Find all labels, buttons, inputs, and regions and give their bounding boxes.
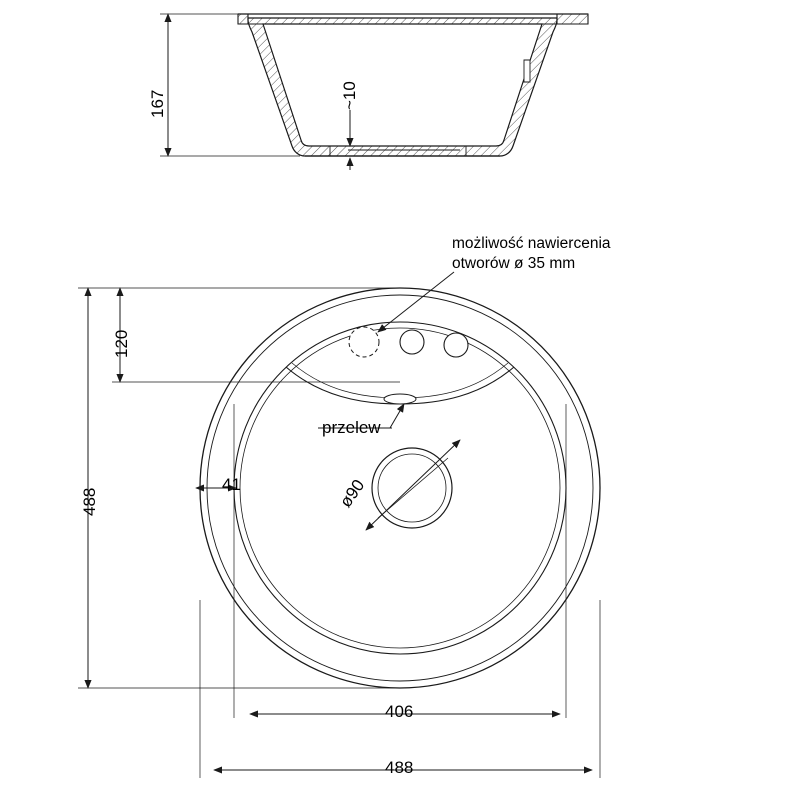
dimension-section-height: 167 xyxy=(148,89,167,118)
dimension-drain-diameter: ø90 xyxy=(336,476,369,511)
dimension-rim-width: 41 xyxy=(222,475,241,494)
plan-view xyxy=(78,272,600,778)
overflow-label: przelew xyxy=(322,418,381,437)
holes-note-line2: otworów ø 35 mm xyxy=(452,255,576,272)
dimension-overall-width: 488 xyxy=(385,758,414,777)
dimension-top-offset: 120 xyxy=(112,329,131,358)
dimension-overall-height: 488 xyxy=(80,487,99,516)
dimension-inner-width: 406 xyxy=(385,702,414,721)
holes-note-line1: możliwość nawiercenia xyxy=(452,235,611,252)
section-view xyxy=(160,14,588,170)
dimension-section-thickness: ~10 xyxy=(340,81,359,110)
